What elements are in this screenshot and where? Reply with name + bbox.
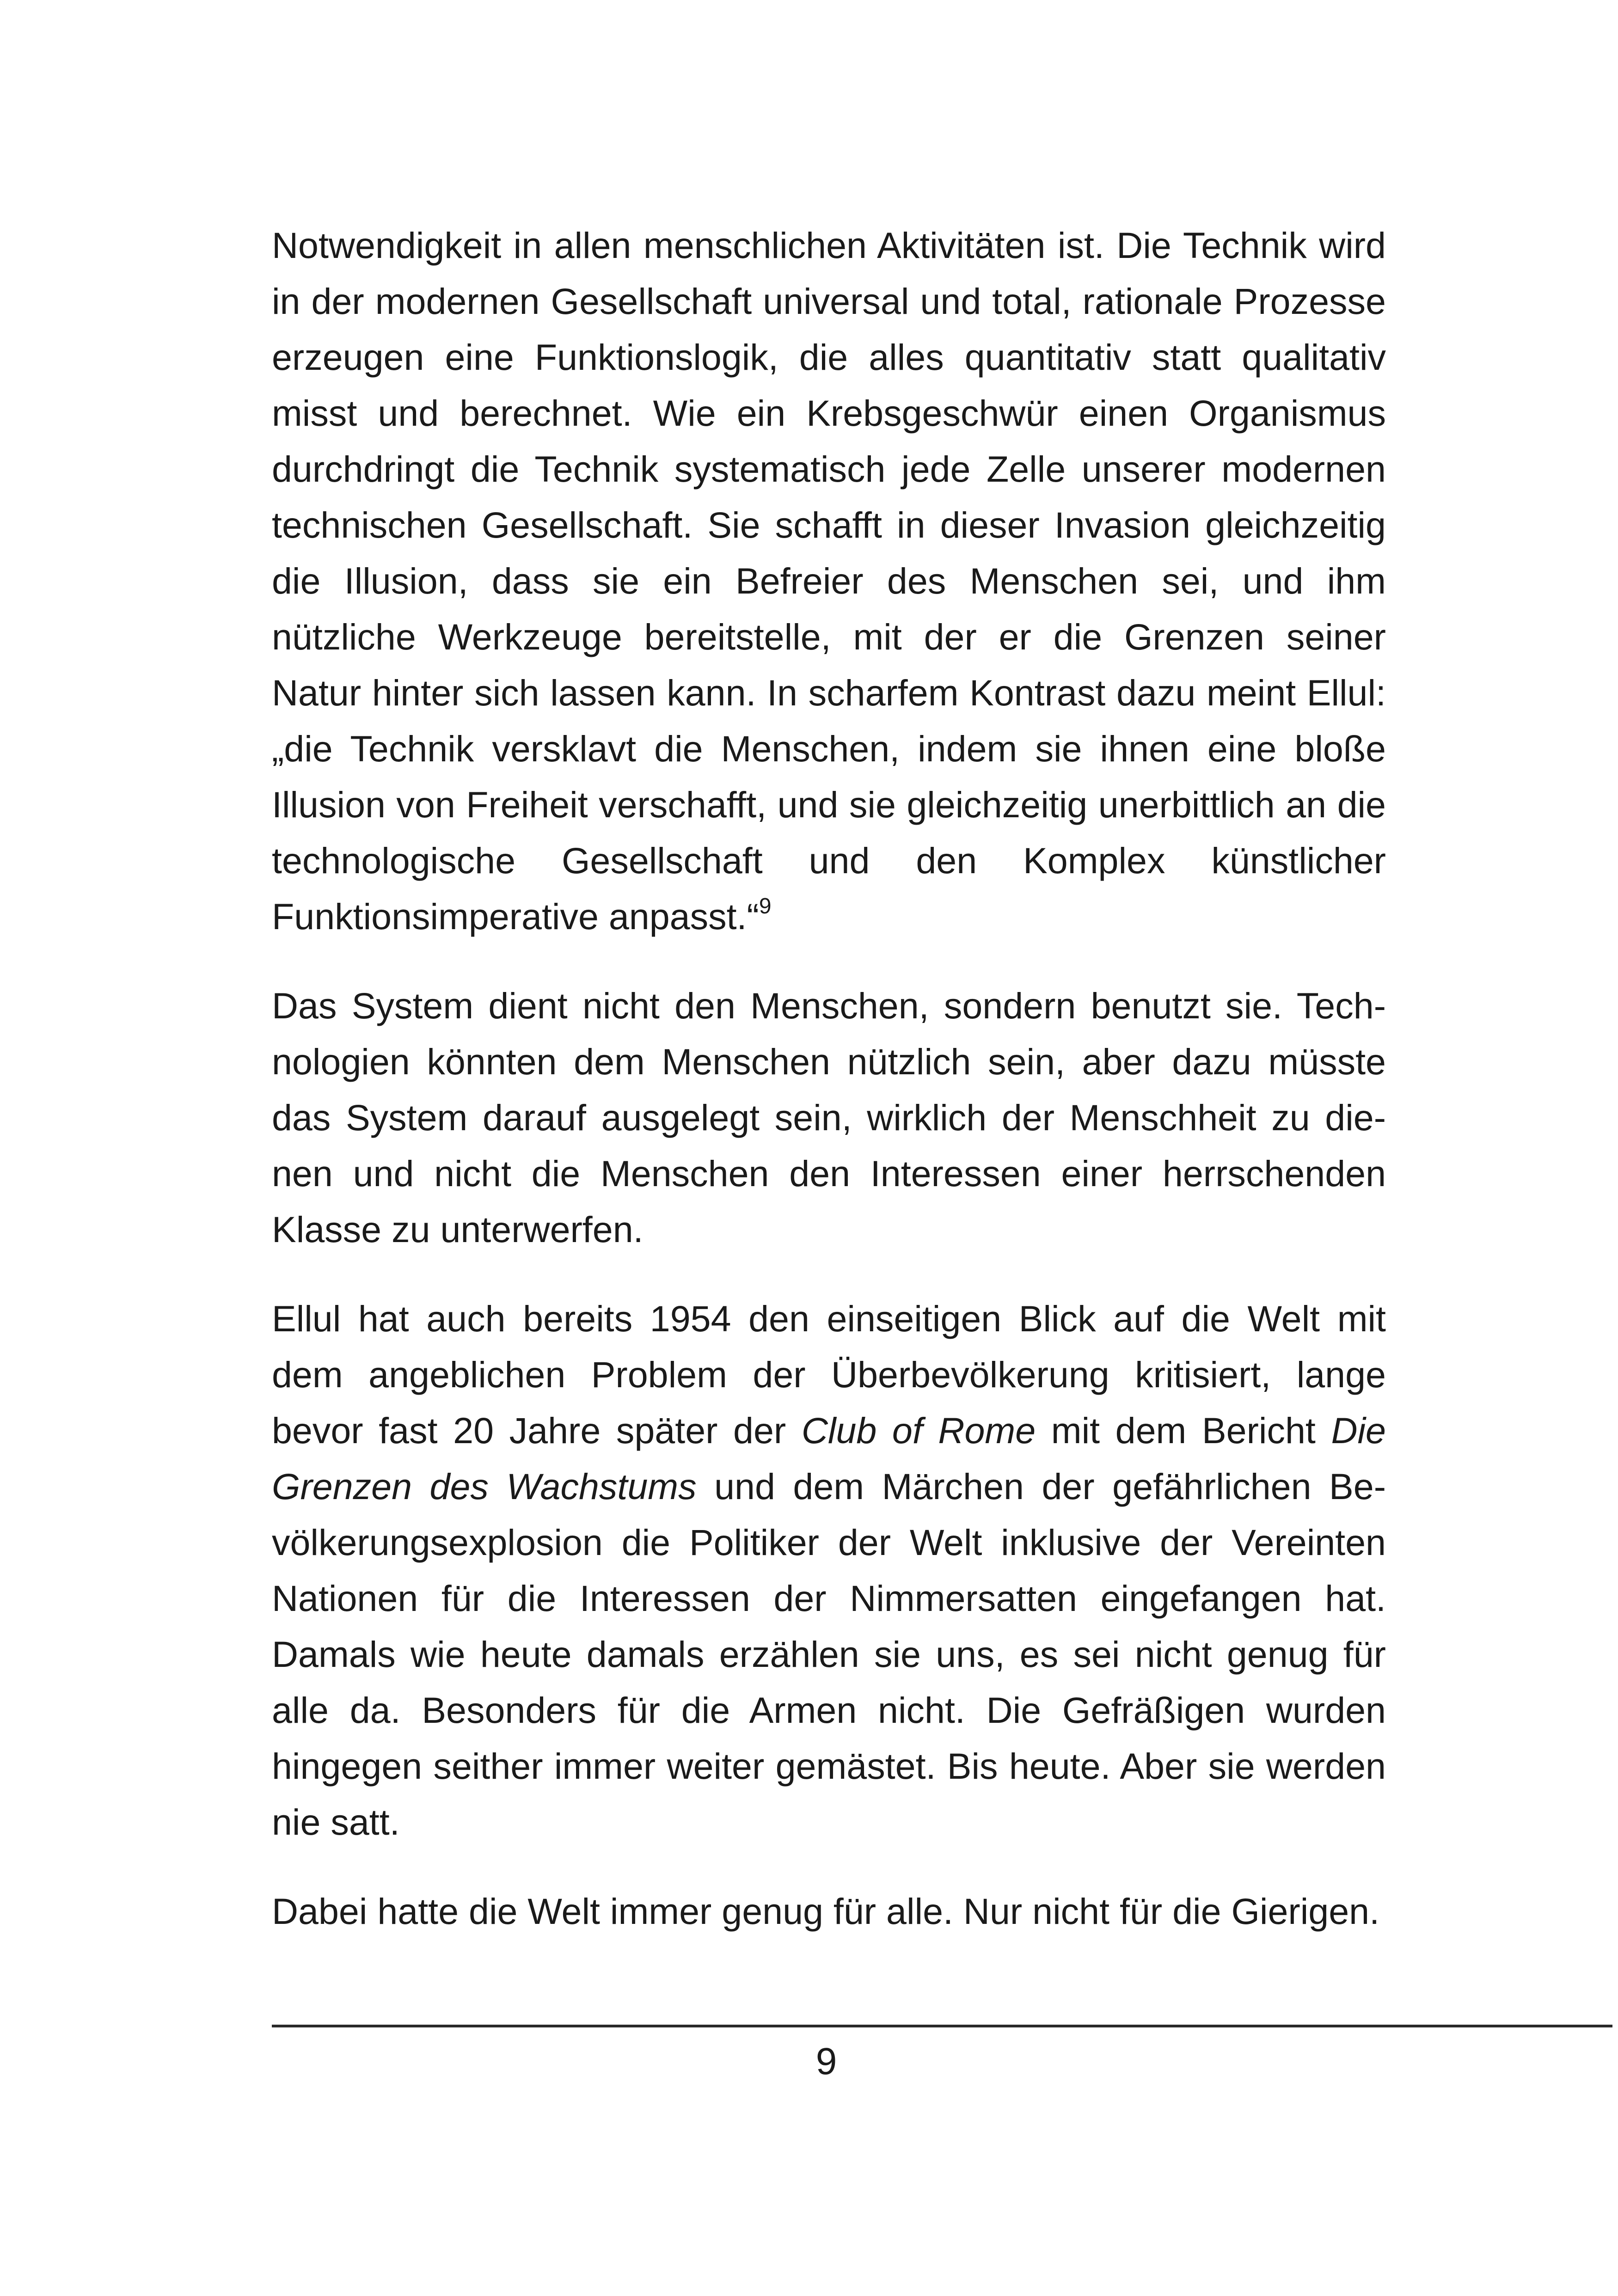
paragraph-3-text-part-3: und dem Märchen der gefährlichen Bevölkerungsexplosion die Politiker der Welt inklusive der Vereinten Nationen für die Interessen der Nimmersatten eingefangen hat. Damals wie heute damals erzählen sie uns, es sei nicht genug für alle da. Besonders für die Armen nicht. Die Gefräßigen wurden hingegen seither immer weiter gemästet. Bis heute. Aber sie werden nie satt. [272,1466,1386,1843]
paragraph-4-text: Dabei hatte die Welt immer genug für alle. Nur nicht für die Gierigen. [272,1891,1380,1932]
paragraph-2 [272,978,1386,1257]
paragraph-1-text: Notwendigkeit in allen menschlichen Aktivitäten ist. Die Technik wird in der modernen Gesellschaft universal und total, rationale Prozesse erzeugen eine Funktionslogik, die alles quantitativ statt qualitativ misst und berechnet. Wie ein Krebsgeschwür einen Organismus durchdringt die Technik systematisch jede Zelle unserer modernen technischen Gesellschaft. Sie schafft in dieser Invasion gleichzeitig die Illusion, dass sie ein Befreier des Menschen sei, und ihm nützliche Werkzeuge bereitstelle, mit der er die Grenzen seiner Natur hinter sich lassen kann. In scharfem Kontrast dazu meint Ellul: „die Technik versklavt die Menschen, indem sie ihnen eine bloße Illusion von Freiheit verschafft, und sie gleichzeitig unerbittlich an die technologische Gesellschaft und den Komplex künstlicher Funktionsimperative anpasst.“ [272,225,1386,937]
paragraph-3-text-part-2: mit dem Bericht [1036,1410,1331,1451]
page-number: 9 [815,2040,837,2082]
paragraph-1 [272,217,1386,944]
footnote-reference[interactable]: 9 [759,894,772,918]
body-text [272,217,1386,1939]
footer-divider [272,2025,1612,2027]
paragraph-4 [272,1883,1386,1939]
paragraph-3 [272,1291,1386,1850]
paragraph-2-text: Das System dient nicht den Menschen, sondern benutzt sie. Technologien könnten dem Menschen nützlich sein, aber dazu müsste das System darauf ausgelegt sein, wirklich der Menschheit zu dienen und nicht die Menschen den Interessen einer herrschenden Klasse zu unterwerfen. [272,985,1386,1250]
club-of-rome-title: Club of Rome [801,1410,1036,1451]
paragraph-3-text-part-1: Ellul hat auch bereits 1954 den einseitigen Blick auf die Welt mit dem angeblichen Problem der Überbevölkerung kritisiert, lange bevor fast 20 Jahre später der [272,1298,1386,1451]
report-title: Die Grenzen des Wachstums [272,1410,1386,1507]
